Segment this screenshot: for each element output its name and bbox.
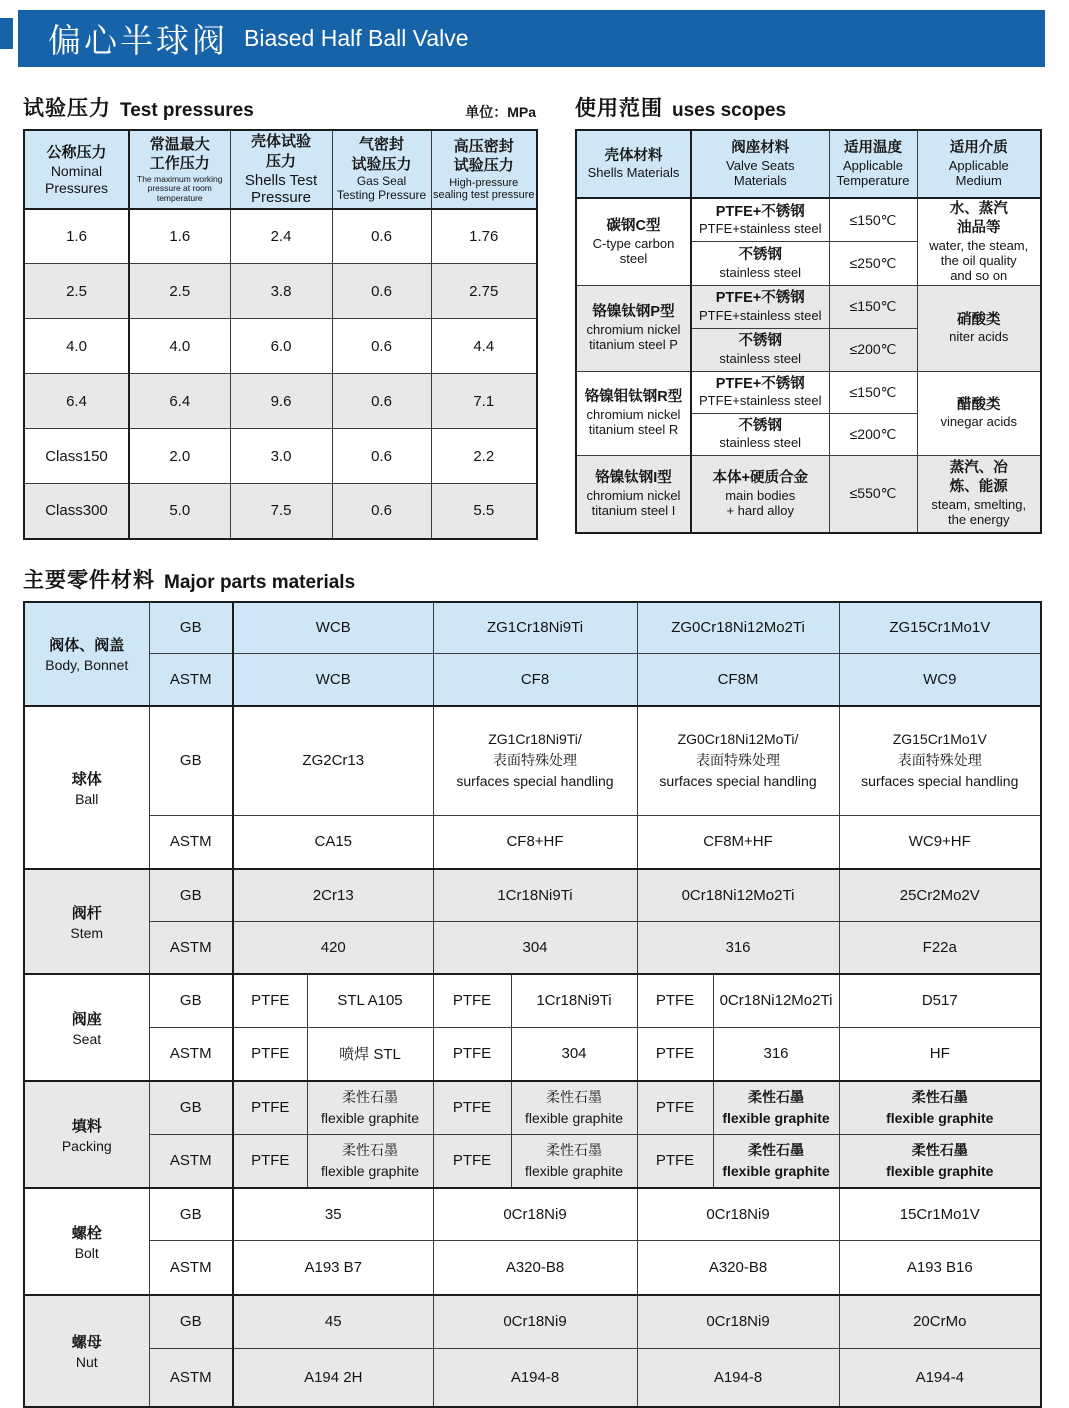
material-cell: PTFE — [433, 1081, 511, 1135]
table-cell: 2.4 — [230, 209, 332, 264]
table-cell: 3.0 — [230, 429, 332, 484]
material-cell: PTFE — [233, 1028, 307, 1081]
table-cell: 4.0 — [24, 319, 129, 374]
part-name-cell: 阀杆 Stem — [24, 869, 149, 974]
section-heading-en: uses scopes — [672, 100, 787, 121]
table-cell: 6.0 — [230, 319, 332, 374]
table-cell: 4.0 — [129, 319, 230, 374]
table-row — [24, 209, 537, 264]
material-cell: 1Cr18Ni9Ti — [511, 974, 637, 1028]
material-cell: 1Cr18Ni9Ti — [433, 869, 637, 922]
part-name-cell: 填料 Packing — [24, 1081, 149, 1188]
material-cell: PTFE — [233, 1081, 307, 1135]
material-cell: CA15 — [233, 816, 433, 869]
valve-seat-cell: 本体+硬质合金 main bodies + hard alloy — [691, 455, 829, 533]
material-cell: ZG1Cr18Ni9Ti/ 表面特殊处理 surfaces special handling — [433, 706, 637, 816]
temperature-cell: ≤150℃ — [829, 285, 917, 328]
material-cell: ZG0Cr18Ni12Mo2Ti — [637, 602, 839, 654]
table-cell: 1.76 — [431, 209, 537, 264]
table-header-row — [576, 130, 1041, 198]
test-pressures-table — [23, 129, 538, 540]
material-cell: PTFE — [433, 974, 511, 1028]
part-name-cell: 阀座 Seat — [24, 974, 149, 1081]
material-cell: CF8M — [637, 654, 839, 706]
material-cell: PTFE — [637, 1135, 713, 1188]
table-row — [24, 484, 537, 539]
table-cell: 6.4 — [24, 374, 129, 429]
table-cell: 1.6 — [129, 209, 230, 264]
material-cell: PTFE — [233, 974, 307, 1028]
material-cell: ZG15Cr1Mo1V — [839, 602, 1041, 654]
table-row — [24, 1135, 1041, 1188]
column-header: 适用介质 Applicable Medium — [917, 130, 1041, 198]
table-cell: 0.6 — [332, 319, 431, 374]
material-cell: WCB — [233, 602, 433, 654]
major-parts-section — [23, 564, 1040, 1408]
table-row — [24, 816, 1041, 869]
table-cell: 5.5 — [431, 484, 537, 539]
material-cell: A194-4 — [839, 1349, 1041, 1407]
table-row — [24, 1295, 1041, 1349]
material-cell: PTFE — [637, 1081, 713, 1135]
material-cell: 0Cr18Ni12Mo2Ti — [637, 869, 839, 922]
page-title-zh: 偏心半球阀 — [48, 22, 228, 59]
table-cell: 2.5 — [24, 264, 129, 319]
material-cell: PTFE — [637, 974, 713, 1028]
material-cell: 柔性石墨 flexible graphite — [713, 1135, 839, 1188]
section-heading-en: Major parts materials — [164, 571, 356, 593]
material-cell: ZG1Cr18Ni9Ti — [433, 602, 637, 654]
material-cell: WC9 — [839, 654, 1041, 706]
material-cell: ZG0Cr18Ni12MoTi/ 表面特殊处理 surfaces special handling — [637, 706, 839, 816]
material-cell: PTFE — [233, 1135, 307, 1188]
part-name-cell: 螺母 Nut — [24, 1295, 149, 1407]
material-cell: 喷焊 STL — [307, 1028, 433, 1081]
material-cell: 35 — [233, 1188, 433, 1241]
material-cell: 316 — [637, 922, 839, 974]
standard-cell: GB — [149, 1295, 233, 1349]
valve-seat-cell: 不锈钢 stainless steel — [691, 242, 829, 286]
standard-cell: ASTM — [149, 1135, 233, 1188]
table-row — [24, 602, 1041, 654]
shell-material-cell: 铬镍钼钛钢R型 chromium nickel titanium steel R — [576, 371, 691, 455]
table-cell: 2.0 — [129, 429, 230, 484]
table-row — [24, 869, 1041, 922]
material-cell: A193 B16 — [839, 1241, 1041, 1295]
table-row — [24, 1188, 1041, 1241]
material-cell: 柔性石墨 flexible graphite — [307, 1081, 433, 1135]
material-cell: A193 B7 — [233, 1241, 433, 1295]
material-cell: ZG2Cr13 — [233, 706, 433, 816]
material-cell: A194-8 — [433, 1349, 637, 1407]
standard-cell: GB — [149, 1081, 233, 1135]
temperature-cell: ≤250℃ — [829, 242, 917, 286]
table-cell: 9.6 — [230, 374, 332, 429]
column-header: 常温最大 工作压力 The maximum working pressure at room temperature — [129, 130, 230, 209]
unit-label: 单位：MPa — [465, 104, 536, 120]
material-cell: PTFE — [433, 1028, 511, 1081]
uses-scopes-section — [575, 92, 1040, 540]
standard-cell: ASTM — [149, 1349, 233, 1407]
table-cell: Class300 — [24, 484, 129, 539]
section-heading-zh: 使用范围 — [575, 97, 663, 120]
test-pressures-heading — [23, 92, 536, 122]
major-parts-heading — [23, 564, 1040, 594]
page-banner — [18, 10, 1045, 67]
table-row — [24, 706, 1041, 816]
material-cell: D517 — [839, 974, 1041, 1028]
standard-cell: GB — [149, 602, 233, 654]
major-parts-table — [23, 601, 1042, 1408]
standard-cell: GB — [149, 974, 233, 1028]
material-cell: 0Cr18Ni9 — [433, 1295, 637, 1349]
material-cell: 0Cr18Ni9 — [637, 1295, 839, 1349]
temperature-cell: ≤150℃ — [829, 371, 917, 413]
table-cell: 7.5 — [230, 484, 332, 539]
material-cell: F22a — [839, 922, 1041, 974]
column-header: 壳体试验 压力 Shells Test Pressure — [230, 130, 332, 209]
column-header: 气密封 试验压力 Gas Seal Testing Pressure — [332, 130, 431, 209]
standard-cell: GB — [149, 1188, 233, 1241]
material-cell: 25Cr2Mo2V — [839, 869, 1041, 922]
standard-cell: GB — [149, 869, 233, 922]
table-row — [24, 654, 1041, 706]
material-cell: 0Cr18Ni9 — [637, 1188, 839, 1241]
table-cell: 0.6 — [332, 264, 431, 319]
column-header: 公称压力 Nominal Pressures — [24, 130, 129, 209]
material-cell: CF8M+HF — [637, 816, 839, 869]
medium-cell: 醋酸类 vinegar acids — [917, 371, 1041, 455]
material-cell: 304 — [511, 1028, 637, 1081]
section-heading-zh: 主要零件材料 — [23, 568, 155, 592]
table-row — [24, 264, 537, 319]
table-cell: 3.8 — [230, 264, 332, 319]
valve-seat-cell: PTFE+不锈钢 PTFE+stainless steel — [691, 285, 829, 328]
table-row — [24, 429, 537, 484]
page-title-en: Biased Half Ball Valve — [244, 25, 469, 51]
material-cell: PTFE — [637, 1028, 713, 1081]
material-cell: 304 — [433, 922, 637, 974]
part-name-cell: 球体 Ball — [24, 706, 149, 869]
valve-seat-cell: 不锈钢 stainless steel — [691, 413, 829, 455]
material-cell: HF — [839, 1028, 1041, 1081]
table-row — [576, 198, 1041, 242]
table-cell: 2.75 — [431, 264, 537, 319]
material-cell: 柔性石墨 flexible graphite — [307, 1135, 433, 1188]
table-row — [24, 1081, 1041, 1135]
material-cell: 2Cr13 — [233, 869, 433, 922]
medium-cell: 水、蒸汽 油品等 water, the steam, the oil quality and so on — [917, 198, 1041, 285]
valve-seat-cell: PTFE+不锈钢 PTFE+stainless steel — [691, 198, 829, 242]
material-cell: PTFE — [433, 1135, 511, 1188]
standard-cell: GB — [149, 706, 233, 816]
material-cell: 柔性石墨 flexible graphite — [839, 1135, 1041, 1188]
table-cell: 5.0 — [129, 484, 230, 539]
material-cell: 316 — [713, 1028, 839, 1081]
table-row — [24, 974, 1041, 1028]
table-cell: 0.6 — [332, 429, 431, 484]
table-row — [576, 285, 1041, 328]
material-cell: 柔性石墨 flexible graphite — [511, 1135, 637, 1188]
table-cell: 2.2 — [431, 429, 537, 484]
uses-scopes-heading — [575, 92, 1040, 122]
material-cell: 柔性石墨 flexible graphite — [511, 1081, 637, 1135]
temperature-cell: ≤550℃ — [829, 455, 917, 533]
material-cell: A194-8 — [637, 1349, 839, 1407]
shell-material-cell: 铬镍钛钢I型 chromium nickel titanium steel I — [576, 455, 691, 533]
part-name-cell: 阀体、阀盖 Body, Bonnet — [24, 602, 149, 706]
valve-seat-cell: PTFE+不锈钢 PTFE+stainless steel — [691, 371, 829, 413]
page-content — [0, 92, 1069, 1408]
table-row — [24, 922, 1041, 974]
section-heading-en: Test pressures — [120, 100, 254, 121]
column-header: 适用温度 Applicable Temperature — [829, 130, 917, 198]
table-cell: 0.6 — [332, 209, 431, 264]
material-cell: A320-B8 — [433, 1241, 637, 1295]
standard-cell: ASTM — [149, 816, 233, 869]
material-cell: 15Cr1Mo1V — [839, 1188, 1041, 1241]
valve-seat-cell: 不锈钢 stainless steel — [691, 328, 829, 371]
standard-cell: ASTM — [149, 1241, 233, 1295]
part-name-cell: 螺栓 Bolt — [24, 1188, 149, 1295]
material-cell: 柔性石墨 flexible graphite — [713, 1081, 839, 1135]
material-cell: 20CrMo — [839, 1295, 1041, 1349]
medium-cell: 硝酸类 niter acids — [917, 285, 1041, 371]
material-cell: 45 — [233, 1295, 433, 1349]
table-cell: Class150 — [24, 429, 129, 484]
table-row — [576, 371, 1041, 413]
material-cell: 0Cr18Ni12Mo2Ti — [713, 974, 839, 1028]
material-cell: 0Cr18Ni9 — [433, 1188, 637, 1241]
material-cell: WC9+HF — [839, 816, 1041, 869]
table-cell: 0.6 — [332, 374, 431, 429]
column-header: 阀座材料 Valve Seats Materials — [691, 130, 829, 198]
table-row — [24, 319, 537, 374]
table-header-row — [24, 130, 537, 209]
temperature-cell: ≤150℃ — [829, 198, 917, 242]
table-row — [24, 1349, 1041, 1407]
table-cell: 2.5 — [129, 264, 230, 319]
page-edge-accent — [0, 18, 13, 49]
uses-scopes-table — [575, 129, 1042, 534]
material-cell: ZG15Cr1Mo1V 表面特殊处理 surfaces special handling — [839, 706, 1041, 816]
column-header: 壳体材料 Shells Materials — [576, 130, 691, 198]
table-cell: 6.4 — [129, 374, 230, 429]
test-pressures-section — [23, 92, 536, 540]
standard-cell: ASTM — [149, 654, 233, 706]
standard-cell: ASTM — [149, 922, 233, 974]
column-header: 高压密封 试验压力 High-pressure sealing test pressure — [431, 130, 537, 209]
table-row — [24, 374, 537, 429]
material-cell: STL A105 — [307, 974, 433, 1028]
table-row — [24, 1241, 1041, 1295]
table-row — [576, 455, 1041, 533]
table-cell: 0.6 — [332, 484, 431, 539]
standard-cell: ASTM — [149, 1028, 233, 1081]
table-row — [24, 1028, 1041, 1081]
shell-material-cell: 碳钢C型 C-type carbon steel — [576, 198, 691, 285]
temperature-cell: ≤200℃ — [829, 413, 917, 455]
material-cell: WCB — [233, 654, 433, 706]
medium-cell: 蒸汽、冶 炼、能源 steam, smelting, the energy — [917, 455, 1041, 533]
table-cell: 4.4 — [431, 319, 537, 374]
table-cell: 7.1 — [431, 374, 537, 429]
material-cell: 柔性石墨 flexible graphite — [839, 1081, 1041, 1135]
section-heading-zh: 试验压力 — [23, 97, 111, 120]
shell-material-cell: 铬镍钛钢P型 chromium nickel titanium steel P — [576, 285, 691, 371]
material-cell: 420 — [233, 922, 433, 974]
material-cell: A320-B8 — [637, 1241, 839, 1295]
material-cell: CF8+HF — [433, 816, 637, 869]
table-cell: 1.6 — [24, 209, 129, 264]
temperature-cell: ≤200℃ — [829, 328, 917, 371]
material-cell: CF8 — [433, 654, 637, 706]
material-cell: A194 2H — [233, 1349, 433, 1407]
